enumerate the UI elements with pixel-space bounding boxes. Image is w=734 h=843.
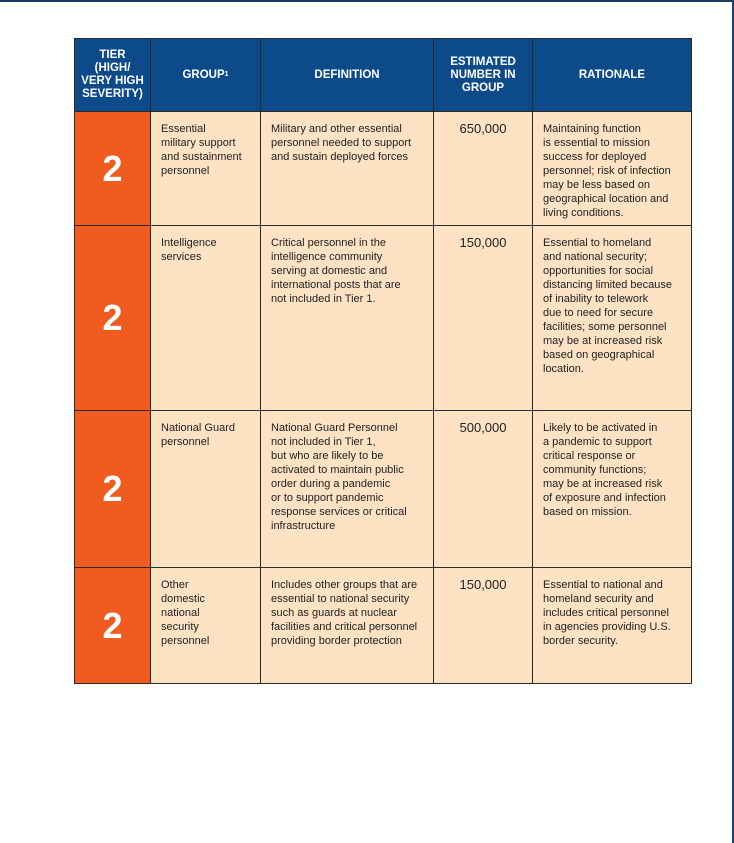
estimated-number-cell: 650,000 [434, 112, 533, 226]
rationale-cell: Likely to be activated in a pandemic to support critical response or community functions; may be at increased risk of exposure and infection based on mission. [533, 411, 692, 568]
definition-cell: Includes other groups that are essential to national security such as guards at nuclear facilities and critical personnel providing border protection [261, 568, 434, 684]
header-group-footnote: 1 [224, 70, 229, 78]
rationale-cell: Essential to homeland and national security; opportunities for social distancing limited because of inability to telework due to need for secure facilities; some personnel may be at increased risk based on geographical location. [533, 226, 692, 411]
group-cell: Intelligence services [151, 226, 261, 411]
group-cell: National Guard personnel [151, 411, 261, 568]
header-tier: TIER (HIGH/ VERY HIGH SEVERITY) [75, 39, 151, 112]
table-row [75, 411, 692, 568]
header-group [151, 39, 261, 112]
table-row [75, 568, 692, 684]
tier-value: 2 [75, 112, 151, 226]
vaccine-priority-table [74, 38, 692, 684]
definition-cell: National Guard Personnel not included in Tier 1, but who are likely to be activated to maintain public order during a pandemic or to support pandemic response services or critical infrastructure [261, 411, 434, 568]
definition-cell: Military and other essential personnel needed to support and sustain deployed forces [261, 112, 434, 226]
tier-value: 2 [75, 411, 151, 568]
tier-value: 2 [75, 226, 151, 411]
definition-cell: Critical personnel in the intelligence community serving at domestic and international posts that are not included in Tier 1. [261, 226, 434, 411]
estimated-number-cell: 500,000 [434, 411, 533, 568]
group-cell: Other domestic national security personnel [151, 568, 261, 684]
header-rationale: RATIONALE [533, 39, 692, 112]
estimated-number-cell: 150,000 [434, 568, 533, 684]
group-cell: Essential military support and sustainment personnel [151, 112, 261, 226]
estimated-number-cell: 150,000 [434, 226, 533, 411]
tier-value: 2 [75, 568, 151, 684]
rationale-cell: Maintaining function is essential to mission success for deployed personnel; risk of infection may be less based on geographical location and living conditions. [533, 112, 692, 226]
header-definition: DEFINITION [261, 39, 434, 112]
table-row [75, 112, 692, 226]
table-row [75, 226, 692, 411]
header-estimated-number: ESTIMATED NUMBER IN GROUP [434, 39, 533, 112]
table-header-row [75, 39, 692, 112]
rationale-cell: Essential to national and homeland security and includes critical personnel in agencies providing U.S. border security. [533, 568, 692, 684]
header-group-label: GROUP [182, 68, 225, 81]
